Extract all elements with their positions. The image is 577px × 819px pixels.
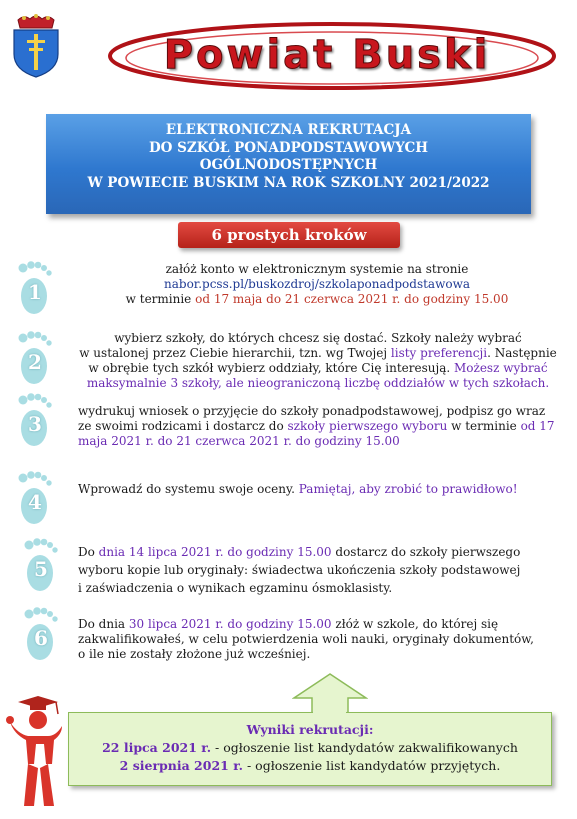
- date-span: od 17: [520, 419, 555, 433]
- banner-line: W POWIECIE BUSKIM NA ROK SZKOLNY 2021/2022: [87, 174, 490, 191]
- step-number: 5: [34, 557, 48, 581]
- results-line-2: [69, 758, 551, 773]
- step-number: 3: [28, 412, 42, 436]
- step-text-line: [78, 617, 560, 632]
- highlight-span: Pamiętaj, aby zrobić to prawidłowo!: [298, 482, 518, 496]
- step-text-line: o ile nie zostały złożone już wcześniej.: [78, 647, 311, 661]
- step-2-text: [74, 331, 562, 391]
- text-span: złóż w szkole, do której się: [331, 617, 499, 631]
- footprint-icon: [14, 330, 56, 386]
- date-line: maja 2021 r. do 21 czerwca 2021 r. do godziny 15.00: [78, 434, 400, 448]
- text-span: w terminie: [447, 419, 521, 433]
- text-span: Wprowadź do systemu swoje oceny.: [78, 482, 299, 496]
- text-span: Do dnia: [78, 617, 129, 631]
- banner-line: ELEKTRONICZNA REKRUTACJA: [165, 122, 412, 138]
- footprint-icon: [14, 392, 56, 448]
- title-banner: [46, 114, 531, 214]
- text-span: . Następnie: [487, 346, 557, 360]
- graduate-student-icon: [4, 694, 64, 810]
- step-text-line: załóż konto w elektronicznym systemie na stronie: [165, 262, 469, 276]
- step-1-text: [74, 262, 560, 307]
- arrow-joint: [313, 710, 346, 714]
- step-number: 4: [28, 490, 42, 514]
- text-span: dostarcz do szkoły pierwszego: [331, 545, 521, 559]
- step-3-text: [78, 404, 560, 449]
- footprint-icon: [14, 260, 56, 316]
- logo-text: Powiat Buski: [163, 32, 491, 78]
- text-span: ze swoimi rodzicami i dostarcz do: [78, 419, 288, 433]
- step-number: 6: [34, 626, 48, 650]
- step-text-line: [74, 346, 562, 361]
- highlight-span: listy preferencji: [390, 346, 488, 360]
- step-number: 2: [28, 350, 42, 374]
- banner-line: DO SZKÓŁ PONADPODSTAWOWYCH: [148, 139, 429, 156]
- logo: [92, 18, 562, 98]
- step-text-line: [74, 292, 560, 307]
- step-url: nabor.pcss.pl/buskozdroj/szkolaponadpodstawowa: [164, 277, 470, 291]
- step-4-text: [78, 482, 560, 497]
- banner-line: OGÓLNODOSTĘPNYCH: [199, 157, 378, 173]
- step-6-text: [78, 617, 560, 662]
- step-text-line: [78, 419, 560, 434]
- highlight-line: maksymalnie 3 szkoły, ale nieograniczoną liczbę oddziałów w tych szkołach.: [86, 376, 550, 390]
- results-line-1: [69, 740, 551, 755]
- result-date: 22 lipca 2021 r.: [102, 740, 212, 755]
- results-box: [68, 712, 552, 786]
- step-text-line: i zaświadczenia o wynikach egzaminu ósmoklasisty.: [78, 581, 393, 595]
- text-span: Do: [78, 545, 99, 559]
- step-text-line: wyboru kopie lub oryginały: świadectwa ukończenia szkoły podstawowej: [78, 563, 521, 577]
- steps-pill: 6 prostych kroków: [178, 222, 400, 248]
- highlight-span: szkoły pierwszego wyboru: [287, 419, 448, 433]
- highlight-span: Możesz wybrać: [454, 361, 548, 375]
- step-text-line: wydrukuj wniosek o przyjęcie do szkoły ponadpodstawowej, podpisz go wraz: [78, 404, 546, 418]
- date-span: od 17 maja do 21 czerwca 2021 r. do godziny 15.00: [195, 292, 509, 306]
- step-text-line: [74, 361, 562, 376]
- step-text-line: zakwalifikowałeś, w celu potwierdzenia woli nauki, oryginały dokumentów,: [78, 632, 534, 646]
- step-text-line: wybierz szkoły, do których chcesz się dostać. Szkoły należy wybrać: [114, 331, 522, 345]
- result-text: - ogłoszenie list kandydatów zakwalifikowanych: [211, 740, 518, 755]
- text-span: w terminie: [125, 292, 196, 306]
- date-span: 30 lipca 2021 r. do godziny 15.00: [128, 617, 332, 631]
- step-number: 1: [28, 280, 42, 304]
- footprint-icon: [20, 537, 62, 593]
- coat-of-arms-icon: [10, 14, 62, 78]
- date-span: dnia 14 lipca 2021 r. do godziny 15.00: [98, 545, 332, 559]
- text-span: w ustalonej przez Ciebie hierarchii, tzn. wg Twojej: [79, 346, 391, 360]
- footprint-icon: [14, 470, 56, 526]
- text-span: w obrębie tych szkół wybierz oddziały, które Cię interesują.: [88, 361, 454, 375]
- step-5-text: [78, 543, 560, 597]
- step-text-line: [78, 543, 560, 561]
- footprint-icon: [20, 606, 62, 662]
- result-date: 2 sierpnia 2021 r.: [119, 758, 243, 773]
- results-title: Wyniki rekrutacji:: [246, 722, 374, 737]
- result-text: - ogłoszenie list kandydatów przyjętych.: [243, 758, 501, 773]
